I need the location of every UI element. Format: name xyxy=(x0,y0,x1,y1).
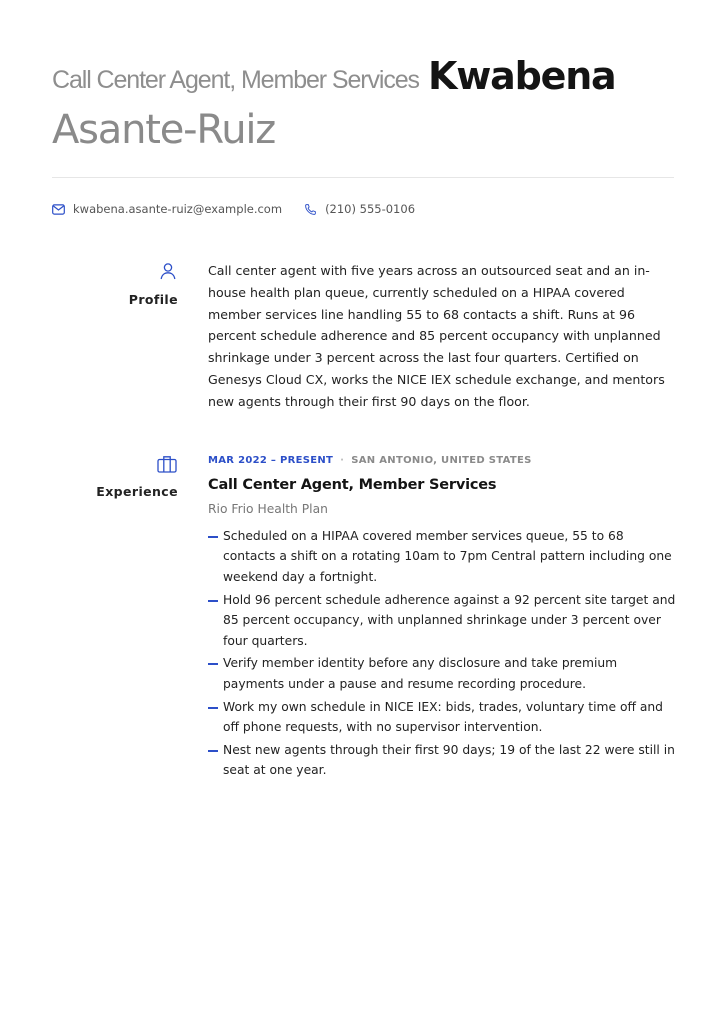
job-title: Call Center Agent, Member Services xyxy=(52,66,419,94)
user-icon xyxy=(159,262,177,280)
email-text[interactable]: kwabena.asante-ruiz@example.com xyxy=(73,202,283,216)
bullet-dash xyxy=(208,600,218,602)
phone-icon xyxy=(304,203,317,216)
header-divider xyxy=(52,177,674,178)
bullet-text: Nest new agents through their first 90 days; 19 of the last 22 were still in seat at one year. xyxy=(223,743,675,778)
bullet-text: Hold 96 percent schedule adherence against a 92 percent site target and 85 percent occupancy, with unplanned shrinkage under 3 percent over four quarters. xyxy=(223,592,676,648)
contact-bar xyxy=(52,199,437,219)
list-item xyxy=(208,653,678,694)
bullet-text: Work my own schedule in NICE IEX: bids, trades, voluntary time off and off phone requests, with no supervisor intervention. xyxy=(223,699,663,735)
list-item xyxy=(208,526,678,587)
email-contact[interactable] xyxy=(52,202,282,216)
list-item xyxy=(208,590,678,651)
meta-separator: · xyxy=(340,455,345,466)
last-name: Asante-Ruiz xyxy=(52,107,276,153)
experience-meta xyxy=(208,452,678,470)
first-name: Kwabena xyxy=(428,54,616,98)
title-line xyxy=(52,52,674,107)
briefcase-icon xyxy=(157,455,177,473)
experience-role: Call Center Agent, Member Services xyxy=(208,477,497,493)
bullet-dash xyxy=(208,750,218,752)
bullet-dash xyxy=(208,536,218,538)
bullet-text: Scheduled on a HIPAA covered member services queue, 55 to 68 contacts a shift on a rotating 10am to 7pm Central pattern including one weekend day a fortnight. xyxy=(223,529,672,584)
resume-header xyxy=(52,52,674,154)
list-item xyxy=(208,740,678,781)
experience-label: Experience xyxy=(96,484,178,499)
experience-entry xyxy=(208,452,678,783)
bullet-text: Verify member identity before any disclosure and take premium payments under a pause and resume recording procedure. xyxy=(223,656,618,691)
experience-date: MAR 2022 – PRESENT xyxy=(208,455,334,466)
phone-text[interactable]: (210) 555-0106 xyxy=(325,202,416,216)
profile-label: Profile xyxy=(128,292,178,307)
bullet-dash xyxy=(208,707,218,709)
mail-icon xyxy=(52,204,65,215)
phone-contact[interactable] xyxy=(304,202,415,216)
experience-company: Rio Frio Health Plan xyxy=(208,502,328,516)
experience-location: SAN ANTONIO, UNITED STATES xyxy=(351,455,532,466)
list-item xyxy=(208,697,678,738)
experience-bullets xyxy=(208,526,678,781)
profile-summary: Call center agent with five years across an outsourced seat and an in-house health plan queue, currently scheduled on a HIPAA covered member services line handling 55 to 68 contacts a shift. Runs at 96 percent schedule adherence and 85 percent occupancy with unplanned shrinkage under 3 percent across the last four quarters. Certified on Genesys Cloud CX, works the NICE IEX schedule exchange, and mentors new agents through their first 90 days on the floor. xyxy=(208,263,665,409)
bullet-dash xyxy=(208,663,218,665)
